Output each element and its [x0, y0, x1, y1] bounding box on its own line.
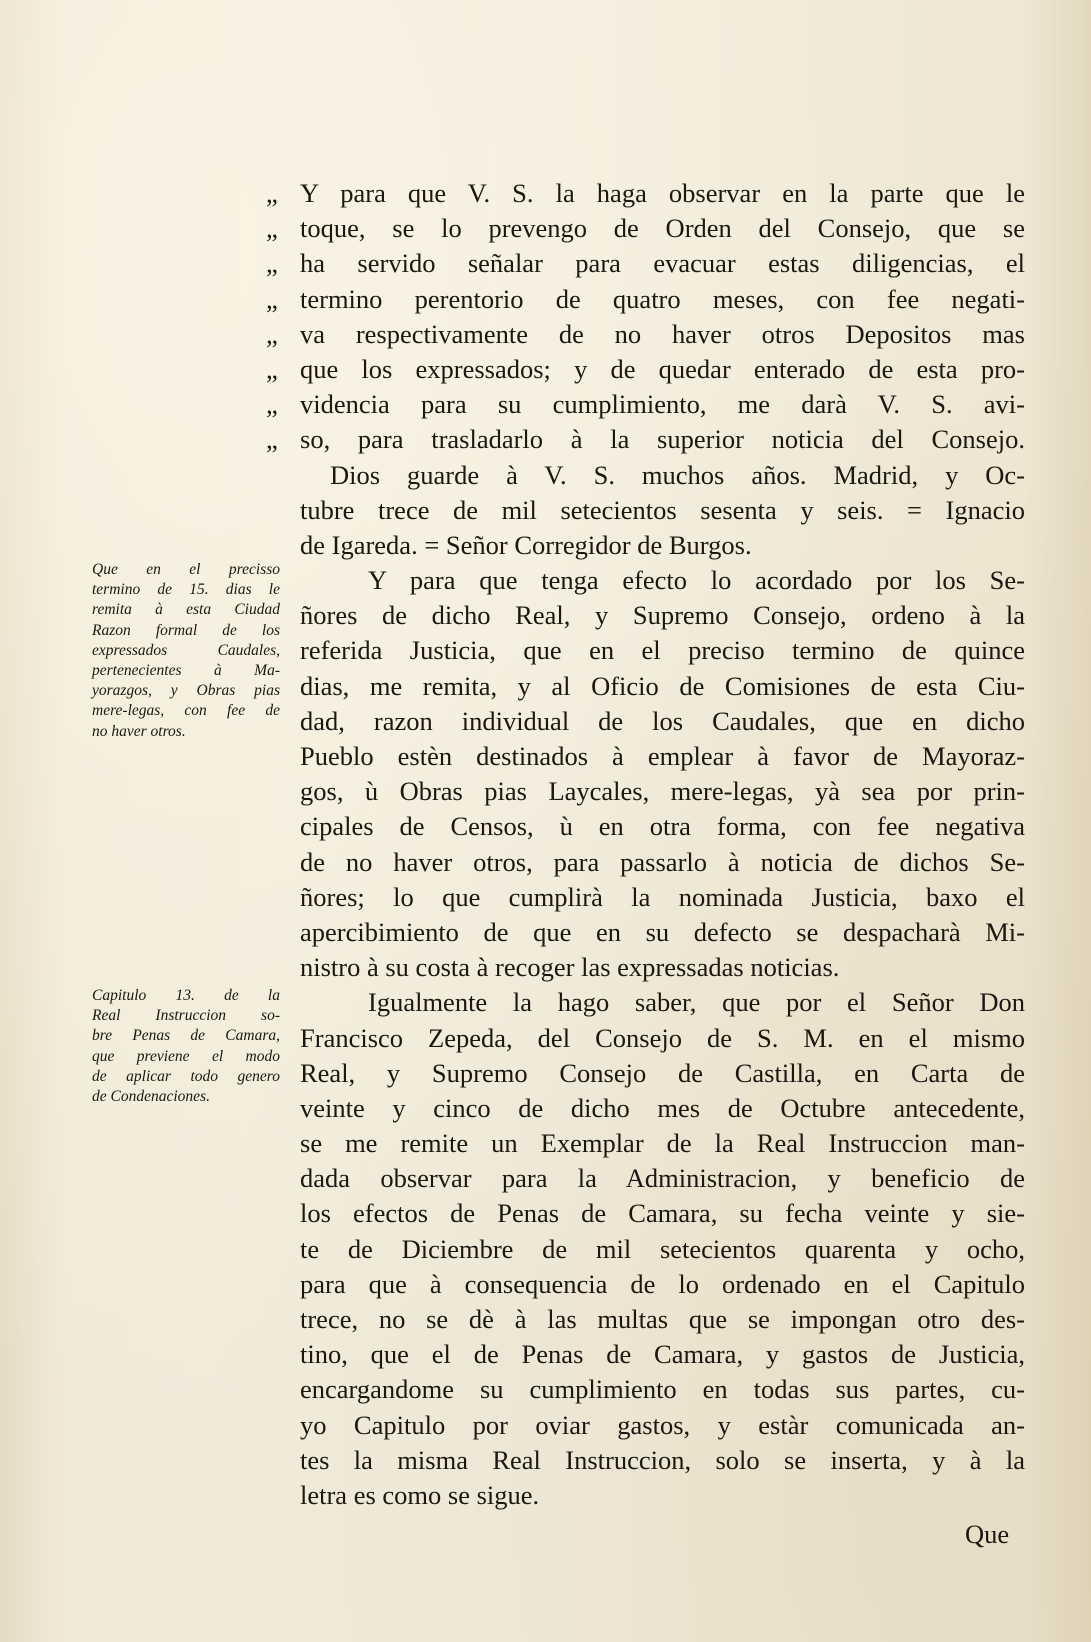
body-line: Dios guarde à V. S. muchos años. Madrid, y Oc-: [330, 459, 1025, 490]
body-line: dad, razon individual de los Caudales, que en dicho: [300, 705, 1025, 736]
margin-note-line: no haver otros.: [92, 722, 186, 740]
body-line: ñores; lo que cumplirà la nominada Justicia, baxo el: [300, 881, 1025, 912]
body-line: tino, que el de Penas de Camara, y gastos de Justicia,: [300, 1339, 1025, 1370]
margin-note-line: de Condenaciones.: [92, 1088, 210, 1106]
margin-note-line: expressados Caudales,: [92, 641, 280, 659]
margin-note-line: pertenecientes à Ma-: [92, 662, 280, 680]
body-line: veinte y cinco de dicho mes de Octubre antecedente,: [300, 1092, 1025, 1123]
body-line: dias, me remita, y al Oficio de Comisiones de esta Ciu-: [300, 670, 1025, 701]
margin-note-line: termino de 15. dias le: [92, 581, 280, 599]
body-line: cipales de Censos, ù en otra forma, con fee negativa: [300, 811, 1025, 842]
quote-mark: „: [266, 318, 278, 349]
margin-note-line: de aplicar todo genero: [92, 1067, 280, 1085]
body-line: Pueblo estèn destinados à emplear à favor de Mayoraz-: [300, 741, 1025, 771]
body-line: apercibimiento de que en su defecto se despacharà Mi-: [300, 916, 1025, 947]
body-line: „ toque, se lo prevengo de Orden del Consejo, que se: [300, 211, 1025, 246]
body-line: „ videncia para su cumplimiento, me darà V. S. avi-: [300, 387, 1025, 422]
quote-mark: „: [266, 424, 278, 455]
body-line: Francisco Zepeda, del Consejo de S. M. en el mismo: [300, 1022, 1025, 1053]
body-line: yo Capitulo por oviar gastos, y estàr comunicada an-: [300, 1409, 1025, 1440]
margin-note-line: Que en el precisso: [92, 561, 280, 578]
body-line: tubre trece de mil setecientos sesenta y seis. = Ignacio: [300, 494, 1025, 525]
body-line: de Igareda. = Señor Corregidor de Burgos.: [300, 529, 752, 560]
body-line: tes la misma Real Instruccion, solo se inserta, y à la: [300, 1444, 1025, 1475]
body-line: se me remite un Exemplar de la Real Instruccion man-: [300, 1128, 1025, 1159]
margin-note-line: bre Penas de Camara,: [92, 1027, 280, 1045]
body-line: gos, ù Obras pias Laycales, mere-legas, yà sea por prin-: [300, 776, 1025, 807]
body-line: los efectos de Penas de Camara, su fecha veinte y sie-: [300, 1198, 1025, 1229]
body-line: „ que los expressados; y de quedar enterado de esta pro-: [300, 352, 1025, 387]
quote-mark: „: [266, 248, 278, 279]
body-line: encargandome su cumplimiento en todas sus partes, cu-: [300, 1374, 1025, 1405]
margin-note-line: Razon formal de los: [92, 621, 280, 639]
body-line: „ termino perentorio de quatro meses, con fee negati-: [300, 282, 1025, 317]
body-line: nistro à su costa à recoger las expressadas noticias.: [300, 952, 840, 983]
body-text: [266, 176, 1025, 1513]
body-line: letra es como se sigue.: [300, 1479, 540, 1510]
quote-mark: „: [266, 213, 278, 244]
quote-mark: „: [266, 283, 278, 314]
catchword: Que: [965, 1519, 1010, 1549]
margin-note-chapter: [92, 986, 280, 1107]
quote-mark: „: [266, 389, 278, 420]
margin-note-line: Capitulo 13. de la: [92, 987, 280, 1004]
body-line: Igualmente la hago saber, que por el Señor Don: [368, 987, 1025, 1018]
body-line: „ va respectivamente de no haver otros Depositos mas: [300, 317, 1025, 352]
body-line: trece, no se dè à las multas que se impongan otro des-: [300, 1304, 1025, 1334]
body-line: referida Justicia, que en el preciso termino de quince: [300, 635, 1025, 666]
body-line: Y para que tenga efecto lo acordado por los Se-: [368, 565, 1025, 596]
body-line: de no haver otros, para passarlo à noticia de dichos Se-: [300, 846, 1025, 877]
body-line: te de Diciembre de mil setecientos quarenta y ocho,: [300, 1233, 1025, 1264]
margin-note-line: remita à esta Ciudad: [92, 601, 280, 619]
quote-mark: „: [266, 353, 278, 384]
body-line: „ Y para que V. S. la haga observar en la parte que le: [300, 176, 1025, 211]
quote-mark: „: [266, 178, 278, 208]
margin-note-line: Real Instruccion so-: [92, 1007, 280, 1025]
margin-note-line: mere-legas, con fee de: [92, 702, 280, 720]
body-line: „ ha servido señalar para evacuar estas diligencias, el: [300, 246, 1025, 281]
body-line: Real, y Supremo Consejo de Castilla, en Carta de: [300, 1057, 1025, 1088]
body-line: para que à consequencia de lo ordenado en el Capitulo: [300, 1268, 1025, 1299]
margin-note-deadline: [92, 560, 280, 742]
body-line: „ so, para trasladarlo à la superior noticia del Consejo.: [300, 422, 1025, 457]
body-line: ñores de dicho Real, y Supremo Consejo, ordeno à la: [300, 600, 1025, 631]
margin-note-line: que previene el modo: [92, 1047, 280, 1065]
body-line: dada observar para la Administracion, y beneficio de: [300, 1163, 1025, 1194]
margin-note-line: yorazgos, y Obras pias: [92, 682, 280, 700]
